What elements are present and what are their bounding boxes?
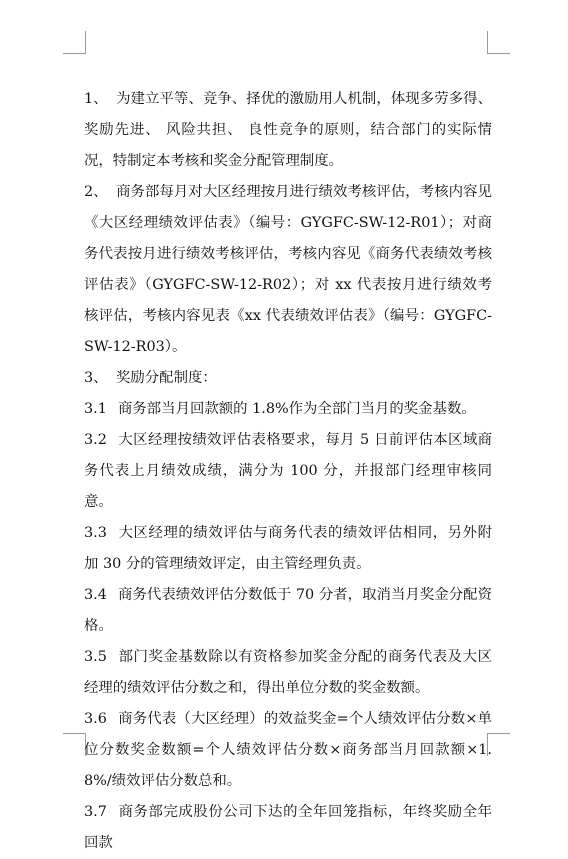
paragraph-number: 3.2: [84, 432, 107, 448]
paragraph-number: 1、: [84, 91, 108, 107]
page-corner-mark-bottom-left: [63, 733, 86, 756]
paragraph-number: 3、: [84, 370, 108, 386]
paragraph-number: 3.4: [84, 587, 107, 603]
paragraph-3-3: [84, 518, 492, 580]
paragraph-text: 商务代表（大区经理）的效益奖金=个人绩效评估分数×单位分数奖金数额=个人绩效评估分数×商务部当月回款额×1.8%/绩效评估分数总和。: [84, 711, 492, 789]
paragraph-3-7: [84, 797, 492, 859]
paragraph-text: 奖励分配制度：: [116, 370, 217, 386]
paragraph-number: 3.1: [84, 401, 107, 417]
paragraph-text: 商务代表绩效评估分数低于 70 分者，取消当月奖金分配资格。: [84, 587, 492, 634]
paragraph-text: 商务部每月对大区经理按月进行绩效考核评估，考核内容见《大区经理绩效评估表》（编号：GYGFC-SW-12-R01）；对商务代表按月进行绩效考核评估，考核内容见《商务代表绩效考核评估表》（GYGFC-SW-12-R02）；对 xx 代表按月进行绩效考核评估，考核内容见表《xx 代表绩效评估表》（编号：GYGFC-SW-12-R03）。: [84, 184, 492, 355]
paragraph-text: 商务部当月回款额的 1.8%作为全部门当月的奖金基数。: [118, 401, 476, 417]
paragraph-3-6: [84, 704, 492, 797]
paragraph-text: 大区经理按绩效评估表格要求，每月 5 日前评估本区域商务代表上月绩效成绩，满分为 100 分，并报部门经理审核同意。: [84, 432, 492, 510]
paragraph-number: 3.6: [84, 711, 107, 727]
paragraph-text: 大区经理的绩效评估与商务代表的绩效评估相同，另外附加 30 分的管理绩效评定，由主管经理负责。: [84, 525, 492, 572]
page-corner-mark-top-left: [63, 31, 86, 54]
document-body: [84, 84, 492, 859]
paragraph-3: [84, 363, 492, 394]
paragraph-2: [84, 177, 492, 363]
paragraph-number: 3.7: [84, 804, 107, 820]
paragraph-1: [84, 84, 492, 177]
paragraph-number: 3.3: [84, 525, 107, 541]
paragraph-text: 为建立平等、竞争、择优的激励用人机制，体现多劳多得、奖励先进、 风险共担、 良性竞争的原则，结合部门的实际情况，特制定本考核和奖金分配管理制度。: [84, 91, 492, 169]
paragraph-3-4: [84, 580, 492, 642]
paragraph-3-2: [84, 425, 492, 518]
page-corner-mark-top-right: [487, 31, 510, 54]
paragraph-number: 2、: [84, 184, 108, 200]
paragraph-number: 3.5: [84, 649, 107, 665]
paragraph-3-1: [84, 394, 492, 425]
paragraph-text: 部门奖金基数除以有资格参加奖金分配的商务代表及大区经理的绩效评估分数之和，得出单位分数的奖金数额。: [84, 649, 492, 696]
paragraph-3-5: [84, 642, 492, 704]
paragraph-text: 商务部完成股份公司下达的全年回笼指标，年终奖励全年回款: [84, 804, 492, 851]
